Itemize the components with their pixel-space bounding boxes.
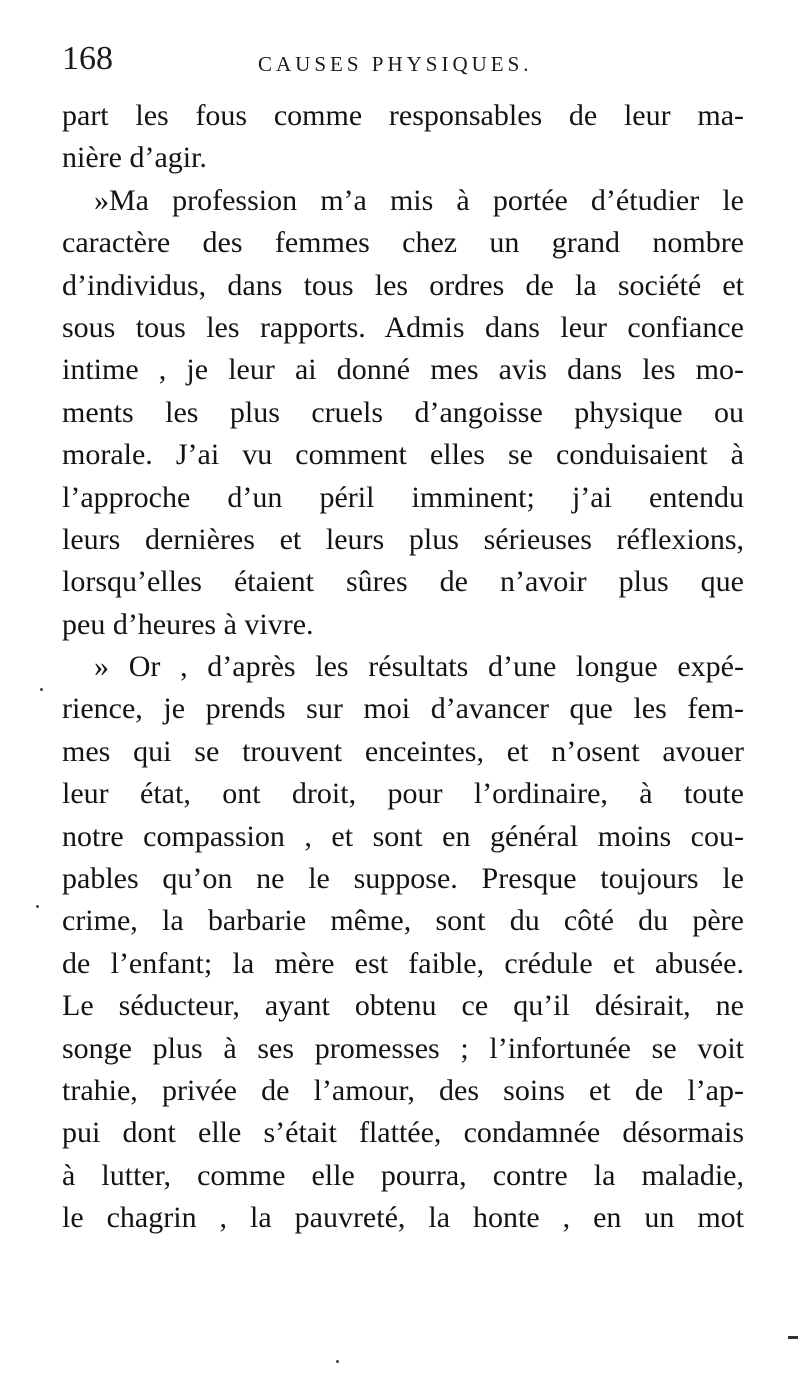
- text-line: crime, la barbarie même, sont du côté du père: [62, 904, 744, 938]
- page-header: [62, 38, 742, 88]
- text-line: ments les plus cruels d’angoisse physique ou: [62, 395, 744, 429]
- text-line: leur état, ont droit, pour l’ordinaire, à toute: [62, 777, 744, 811]
- text-line: lorsqu’elles étaient sûres de n’avoir plus que: [62, 565, 744, 599]
- text-line: part les fous comme responsables de leur ma-: [62, 99, 744, 132]
- text-line: » Or , d’après les résultats d’une longue expé-: [94, 650, 744, 684]
- scan-speck: [36, 905, 39, 908]
- text-line: pables qu’on ne le suppose. Presque toujours le: [62, 862, 744, 896]
- text-line: sous tous les rapports. Admis dans leur confiance: [62, 310, 744, 344]
- text-line: trahie, privée de l’amour, des soins et de l’ap-: [62, 1073, 744, 1107]
- text-line: intime , je leur ai donné mes avis dans les mo-: [62, 353, 744, 387]
- text-line: morale. J’ai vu comment elles se conduisaient à: [62, 438, 744, 472]
- text-line: songe plus à ses promesses ; l’infortunée se voit: [62, 1031, 744, 1065]
- text-line: à lutter, comme elle pourra, contre la maladie,: [62, 1158, 744, 1192]
- running-head: CAUSES PHYSIQUES.: [258, 52, 533, 76]
- text-line: caractère des femmes chez un grand nombre: [62, 226, 744, 260]
- body-text: [62, 95, 744, 1240]
- text-line: d’individus, dans tous les ordres de la société et: [62, 268, 744, 302]
- text-line: nière d’agir.: [62, 141, 207, 175]
- text-line: rience, je prends sur moi d’avancer que les fem-: [62, 692, 744, 726]
- text-line: pui dont elle s’était flattée, condamnée désormais: [62, 1116, 744, 1150]
- text-line: le chagrin , la pauvreté, la honte , en un mot: [62, 1201, 744, 1235]
- text-line: »Ma profession m’a mis à portée d’étudier le: [94, 183, 744, 217]
- scan-edge-mark: [788, 1336, 798, 1339]
- text-line: peu d’heures à vivre.: [62, 607, 314, 641]
- text-line: notre compassion , et sont en général moins cou-: [62, 819, 744, 853]
- text-line: l’approche d’un péril imminent; j’ai entendu: [62, 480, 744, 514]
- text-line: de l’enfant; la mère est faible, crédule et abusée.: [62, 946, 744, 980]
- text-line: mes qui se trouvent enceintes, et n’osent avouer: [62, 734, 744, 768]
- page-number: 168: [62, 40, 113, 77]
- scan-speck: [40, 688, 43, 691]
- text-line: leurs dernières et leurs plus sérieuses réflexions,: [62, 522, 744, 556]
- text-line: Le séducteur, ayant obtenu ce qu’il désirait, ne: [62, 989, 744, 1023]
- scan-speck: [336, 1360, 339, 1363]
